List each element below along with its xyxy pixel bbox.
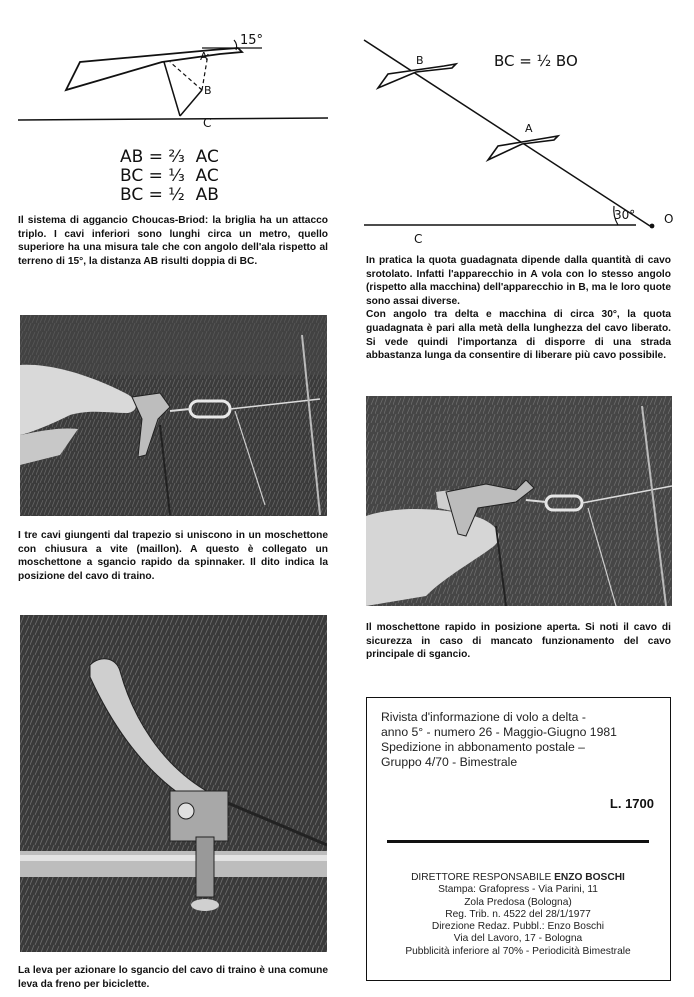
- credit-line-5: Via del Lavoro, 17 - Bologna: [453, 933, 583, 945]
- credits-block: [371, 872, 665, 958]
- caption-altitude-gain: [366, 254, 671, 363]
- ratio-formulas: [120, 148, 219, 205]
- bridle-diagram: [12, 28, 332, 138]
- right-label-b: B: [416, 54, 424, 67]
- publication-line-4: Gruppo 4/70 - Bimestrale: [381, 755, 518, 769]
- right-formula: BC = ½ BO: [494, 52, 578, 70]
- right-angle-label: 30°: [614, 208, 636, 222]
- caption-bridle-system: Il sistema di aggancio Choucas-Briod: la briglia ha un attacco triplo. I cavi inferiori sono lunghi circa un metro, quello superiore ha una misura tale che con angolo dell'ala rispetto al terreno di 15°, la distanza AB risulti doppia di BC.: [18, 215, 328, 267]
- publication-line-3: Spedizione in abbonamento postale –: [381, 740, 585, 754]
- right-label-c: C: [414, 232, 423, 246]
- divider-rule: [387, 840, 649, 843]
- director-line: [371, 872, 665, 884]
- photo-open-carabiner: [366, 396, 672, 606]
- director-label: DIRETTORE RESPONSABILE: [411, 872, 552, 883]
- caption-maillon: I tre cavi giungenti dal trapezio si uniscono in un moschettone con chiusura a vite (maillon). A questo è collegato un moschettone a sgancio rapido da spinnaker. Il dito indica la posizione del cavo di traino.: [18, 530, 328, 582]
- left-label-c: C: [203, 116, 212, 130]
- right-label-a: A: [525, 122, 533, 135]
- publication-info-box: [366, 697, 671, 981]
- left-angle-label: 15°: [240, 33, 264, 48]
- credit-line-4: Direzione Redaz. Pubbl.: Enzo Boschi: [431, 921, 605, 933]
- credit-line-6: Pubblicità inferiore al 70% - Periodicità Bimestrale: [405, 945, 631, 957]
- caption-brake-lever: La leva per azionare lo sgancio del cavo di traino è una comune leva da freno per biciclette.: [18, 965, 328, 990]
- formula-ab-ac: AB = ²⁄₃ AC: [120, 147, 219, 167]
- director-name: ENZO BOSCHI: [554, 872, 625, 883]
- publication-line-2: anno 5° - numero 26 - Maggio-Giugno 1981: [381, 725, 617, 739]
- formula-bc-ac: BC = ¹⁄₃ AC: [120, 166, 219, 186]
- publication-line-1: Rivista d'informazione di volo a delta -: [381, 710, 586, 724]
- left-label-a: A: [200, 50, 208, 63]
- caption-altitude-gain-p1: In pratica la quota guadagnata dipende dalla quantità di cavo srotolato. Infatti l'apparecchio in A vola con lo stesso angolo (rispetto alla macchina) dell'apparecchio in B, ma le loro quote sono assai diverse.: [366, 255, 671, 307]
- credit-line-1: Stampa: Grafopress - Via Parini, 11: [438, 884, 598, 896]
- credit-line-3: Reg. Trib. n. 4522 del 28/1/1977: [445, 908, 591, 920]
- price: L. 1700: [609, 796, 654, 811]
- formula-bc-ab: BC = ½ AB: [120, 185, 219, 205]
- left-label-b: B: [204, 84, 212, 97]
- photo-brake-lever: [20, 615, 327, 952]
- caption-open-carabiner: Il moschettone rapido in posizione aperta. Si noti il cavo di sicurezza in caso di mancato funzionamento del cavo principale di sgancio.: [366, 622, 671, 661]
- caption-altitude-gain-p2: Con angolo tra delta e macchina di circa 30°, la quota guadagnata è pari alla metà della lunghezza del cavo liberato. Si vede quindi l'importanza di disporre di una strada abbastanza lunga da consentire di liberare più cavo possibile.: [366, 309, 671, 362]
- credit-line-2: Zola Predosa (Bologna): [464, 896, 572, 908]
- publication-details: [381, 710, 661, 770]
- photo-finger-carabiner: [20, 315, 327, 516]
- right-label-o: O: [664, 212, 674, 226]
